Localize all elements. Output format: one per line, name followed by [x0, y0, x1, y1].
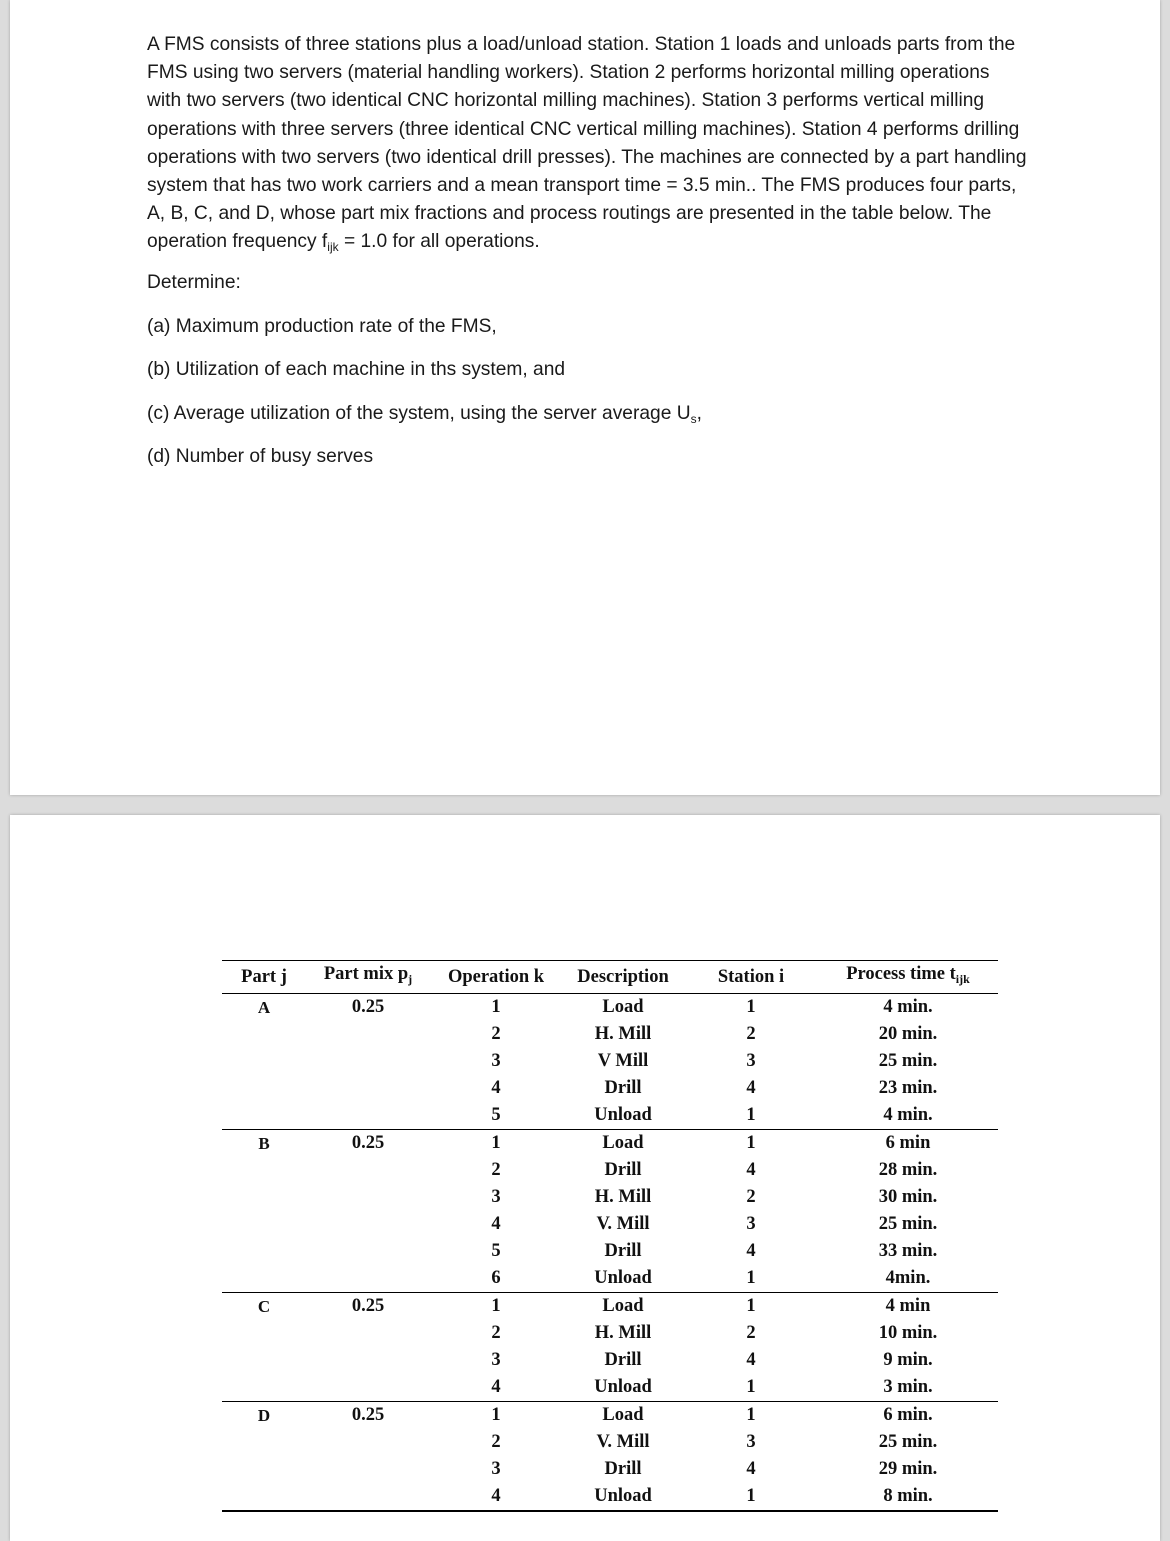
cell-process-time: 25 min.	[878, 1432, 938, 1452]
cell-description: Load	[602, 997, 644, 1017]
cell-process-time: 8 min.	[818, 1483, 998, 1511]
problem-intro-end: = 1.0 for all operations.	[338, 231, 540, 253]
cell-part-mix	[306, 1075, 430, 1102]
cell-operation: 1	[491, 1405, 501, 1425]
problem-statement	[147, 31, 1027, 262]
table-row	[222, 994, 998, 1022]
cell-station: 4	[746, 1078, 756, 1098]
table-row	[222, 1021, 998, 1048]
table-row	[222, 1374, 998, 1402]
cell-process-time: 20 min.	[878, 1024, 938, 1044]
question-d: (d) Number of busy serves	[147, 446, 374, 467]
cell-station: 1	[684, 1483, 818, 1511]
cell-operation: 3	[491, 1187, 501, 1207]
cell-station: 1	[746, 1405, 756, 1425]
cell-description: Load	[602, 1296, 644, 1316]
cell-part-mix: 0.25	[351, 1133, 385, 1153]
cell-station: 1	[684, 1374, 818, 1402]
cell-process-time: 10 min.	[878, 1323, 938, 1343]
cell-part	[222, 1347, 306, 1374]
frequency-subscript: ijk	[327, 240, 339, 255]
cell-description: Unload	[562, 1265, 684, 1293]
cell-station: 3	[746, 1214, 756, 1234]
cell-description: Drill	[604, 1241, 642, 1261]
cell-process-time: 3 min.	[818, 1374, 998, 1402]
cell-part-mix	[306, 1157, 430, 1184]
cell-part: C	[257, 1297, 271, 1316]
table-header-row	[222, 961, 998, 994]
cell-part: D	[257, 1406, 271, 1425]
determine-label: Determine:	[147, 272, 241, 293]
cell-process-time: 29 min.	[878, 1459, 938, 1479]
cell-part	[222, 1238, 306, 1265]
table-row	[222, 1102, 998, 1130]
cell-part-mix	[306, 1320, 430, 1347]
header-process-time: Process time $t_{ijk}$	[818, 961, 998, 994]
cell-operation: 3	[491, 1459, 501, 1479]
table-row	[222, 1429, 998, 1456]
cell-process-time: 6 min.	[883, 1405, 933, 1425]
cell-station: 4	[746, 1241, 756, 1261]
cell-part-mix	[306, 1347, 430, 1374]
cell-part	[222, 1483, 306, 1511]
cell-part-mix	[306, 1483, 430, 1511]
cell-part	[222, 1456, 306, 1483]
cell-operation: 2	[491, 1323, 501, 1343]
cell-description: H. Mill	[594, 1323, 652, 1343]
question-b: (b) Utilization of each machine in ths system, and	[147, 359, 566, 380]
cell-part-mix	[306, 1021, 430, 1048]
cell-part	[222, 1048, 306, 1075]
cell-description: Drill	[604, 1350, 642, 1370]
cell-station: 3	[746, 1051, 756, 1071]
cell-station: 1	[684, 1265, 818, 1293]
table-row	[222, 1402, 998, 1430]
table-row	[222, 1157, 998, 1184]
table-body	[222, 994, 998, 1512]
cell-part-mix	[306, 1102, 430, 1130]
cell-process-time: 4 min	[885, 1296, 931, 1316]
cell-station: 1	[684, 1102, 818, 1130]
cell-part-mix	[306, 1184, 430, 1211]
cell-description: Drill	[604, 1459, 642, 1479]
header-description: Description	[562, 961, 684, 994]
cell-process-time: 33 min.	[878, 1241, 938, 1261]
cell-station: 1	[746, 997, 756, 1017]
cell-station: 1	[746, 1133, 756, 1153]
cell-station: 4	[746, 1459, 756, 1479]
table-row	[222, 1293, 998, 1321]
table-row	[222, 1075, 998, 1102]
cell-process-time: 4min.	[818, 1265, 998, 1293]
question-c	[147, 403, 702, 426]
table-row	[222, 1456, 998, 1483]
document-page-1	[10, 0, 1160, 795]
cell-operation: 1	[491, 1296, 501, 1316]
cell-description: V Mill	[597, 1051, 649, 1071]
cell-part	[222, 1211, 306, 1238]
table-row	[222, 1483, 998, 1511]
cell-part-mix	[306, 1265, 430, 1293]
cell-description: V. Mill	[596, 1214, 650, 1234]
cell-process-time: 30 min.	[878, 1187, 938, 1207]
cell-part-mix	[306, 1211, 430, 1238]
table-row	[222, 1238, 998, 1265]
cell-operation: 4	[491, 1214, 501, 1234]
cell-station: 1	[746, 1296, 756, 1316]
cell-operation: 2	[491, 1160, 501, 1180]
process-routing-table	[222, 960, 998, 1512]
table-row	[222, 1048, 998, 1075]
cell-operation: 3	[491, 1051, 501, 1071]
cell-operation: 4	[491, 1078, 501, 1098]
cell-description: Load	[602, 1133, 644, 1153]
cell-process-time: 28 min.	[878, 1160, 938, 1180]
cell-part-mix	[306, 1238, 430, 1265]
problem-intro-text: A FMS consists of three stations plus a load/unload station. Station 1 loads and unloads parts from the FMS using two servers (material handling workers). Station 2 performs horizontal milling operations with two servers (two identical CNC horizontal milling machines). Station 3 performs vertical milling operations with three servers (three identical CNC vertical milling machines). Station 4 performs drilling operations with two servers (two identical drill presses). The machines are connected by a part handling system that has two work carriers and a mean transport time = 3.5 min.. The FMS produces four parts, A, B, C, and D, whose part mix fractions and process routings are presented in the table below. The operation frequency f	[147, 34, 1027, 253]
cell-operation: 3	[491, 1350, 501, 1370]
cell-process-time: 6 min	[885, 1133, 931, 1153]
cell-part	[222, 1265, 306, 1293]
header-operation: Operation k	[430, 961, 562, 994]
cell-description: Unload	[562, 1374, 684, 1402]
cell-operation: 2	[491, 1432, 501, 1452]
cell-part: A	[257, 998, 271, 1017]
cell-operation: 4	[430, 1483, 562, 1511]
cell-description: Drill	[604, 1078, 642, 1098]
cell-part	[222, 1184, 306, 1211]
cell-part	[222, 1157, 306, 1184]
cell-part	[222, 1320, 306, 1347]
question-a: (a) Maximum production rate of the FMS,	[147, 316, 497, 337]
table-row	[222, 1320, 998, 1347]
header-station: Station i	[684, 961, 818, 994]
question-c-end: ,	[696, 403, 702, 424]
cell-description: H. Mill	[594, 1024, 652, 1044]
question-c-text: (c) Average utilization of the system, using the server average U	[147, 403, 691, 424]
cell-process-time: 25 min.	[878, 1214, 938, 1234]
cell-description: V. Mill	[596, 1432, 650, 1452]
cell-description: Load	[602, 1405, 644, 1425]
cell-process-time: 25 min.	[878, 1051, 938, 1071]
cell-operation: 2	[491, 1024, 501, 1044]
cell-part-mix	[306, 1456, 430, 1483]
cell-operation: 5	[430, 1102, 562, 1130]
cell-part-mix: 0.25	[351, 997, 385, 1017]
question-c-subscript: s	[690, 412, 697, 426]
header-part-mix: Part mix $p_j$	[306, 961, 430, 994]
table-row	[222, 1265, 998, 1293]
cell-part-mix	[306, 1429, 430, 1456]
table-row	[222, 1211, 998, 1238]
cell-process-time: 23 min.	[878, 1078, 938, 1098]
cell-process-time: 9 min.	[883, 1350, 933, 1370]
cell-part-mix	[306, 1374, 430, 1402]
cell-part	[222, 1102, 306, 1130]
table-row	[222, 1130, 998, 1158]
cell-operation: 6	[430, 1265, 562, 1293]
cell-part: B	[258, 1134, 270, 1153]
cell-part-mix: 0.25	[351, 1296, 385, 1316]
cell-station: 4	[746, 1160, 756, 1180]
cell-description: Unload	[562, 1102, 684, 1130]
cell-part	[222, 1075, 306, 1102]
header-part: Part j	[222, 961, 306, 994]
cell-part	[222, 1429, 306, 1456]
document-page-2	[10, 815, 1160, 1541]
table-row	[222, 1184, 998, 1211]
cell-station: 2	[746, 1187, 756, 1207]
cell-process-time: 4 min.	[818, 1102, 998, 1130]
cell-operation: 1	[491, 997, 501, 1017]
cell-station: 4	[746, 1350, 756, 1370]
cell-operation: 1	[491, 1133, 501, 1153]
cell-station: 2	[746, 1323, 756, 1343]
table-row	[222, 1347, 998, 1374]
cell-description: Drill	[604, 1160, 642, 1180]
cell-operation: 4	[430, 1374, 562, 1402]
cell-part-mix	[306, 1048, 430, 1075]
cell-process-time: 4 min.	[883, 997, 933, 1017]
cell-part	[222, 1374, 306, 1402]
cell-station: 3	[746, 1432, 756, 1452]
cell-operation: 5	[491, 1241, 501, 1261]
cell-description: H. Mill	[594, 1187, 652, 1207]
cell-description: Unload	[562, 1483, 684, 1511]
cell-part-mix: 0.25	[351, 1405, 385, 1425]
cell-station: 2	[746, 1024, 756, 1044]
cell-part	[222, 1021, 306, 1048]
